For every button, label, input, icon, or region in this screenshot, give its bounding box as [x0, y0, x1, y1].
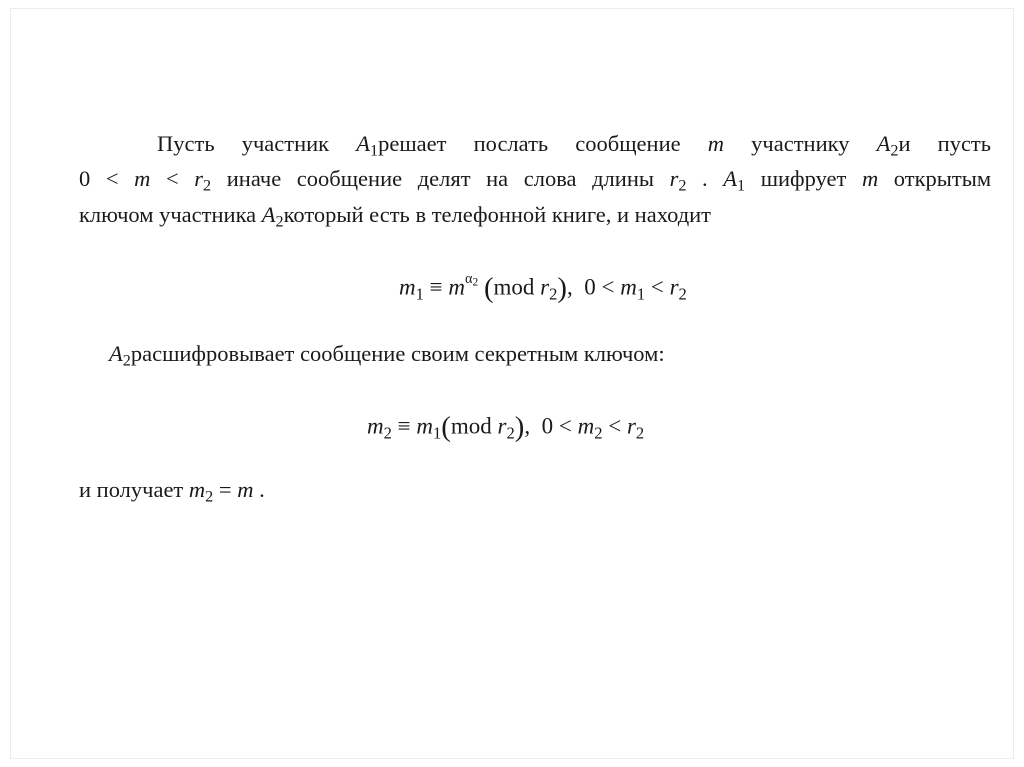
math-A2-b: $A_2$: [261, 202, 284, 231]
text-otherwise: иначе сообщение делят на слова длины: [226, 166, 654, 191]
text-phonebook: который есть в телефонной книге, и находит: [283, 202, 712, 227]
formula-decrypt: $m_2 \equiv m_1(mod$ $r_2$), $0 < m_2 < r_2$: [367, 411, 645, 443]
decrypt-sentence-line: [109, 341, 665, 370]
text-intro: Пусть участник: [157, 131, 330, 156]
math-result: $m_2 = m$ .: [188, 477, 265, 506]
math-m: m: [707, 131, 725, 156]
text-receives: и получает: [79, 477, 184, 502]
final-sentence-line: [79, 477, 265, 506]
text-key-of-participant: ключом участника: [79, 202, 257, 227]
slide-page: [10, 8, 1014, 759]
math-m-2: m: [861, 166, 879, 191]
formula-encrypt: $m_1 \equiv m^{\alpha_2}$ (mod $r_2$), $0 < m_1 < r_2$: [399, 271, 687, 304]
paragraph-line-1: [157, 131, 992, 160]
math-r2-dot: $r_2$ . $A_1$: [669, 166, 746, 195]
text-encrypts: шифрует: [760, 166, 847, 191]
text-decides: решает послать сообщение: [378, 131, 681, 156]
text-to-participant: участнику: [751, 131, 850, 156]
math-A2: $A_2$: [876, 131, 899, 160]
math-A1: $A_1$: [356, 131, 379, 160]
text-open: открытым: [893, 166, 992, 191]
text-and-let: и пусть: [898, 131, 992, 156]
math-A2-c: $A_2$: [109, 341, 131, 370]
text-decrypts: расшифровывает сообщение своим секретным ключом:: [130, 341, 665, 366]
paragraph-line-3: [79, 202, 712, 231]
paragraph-line-2: [79, 166, 992, 195]
math-range-m: $0 < m < r_2$: [79, 166, 212, 195]
